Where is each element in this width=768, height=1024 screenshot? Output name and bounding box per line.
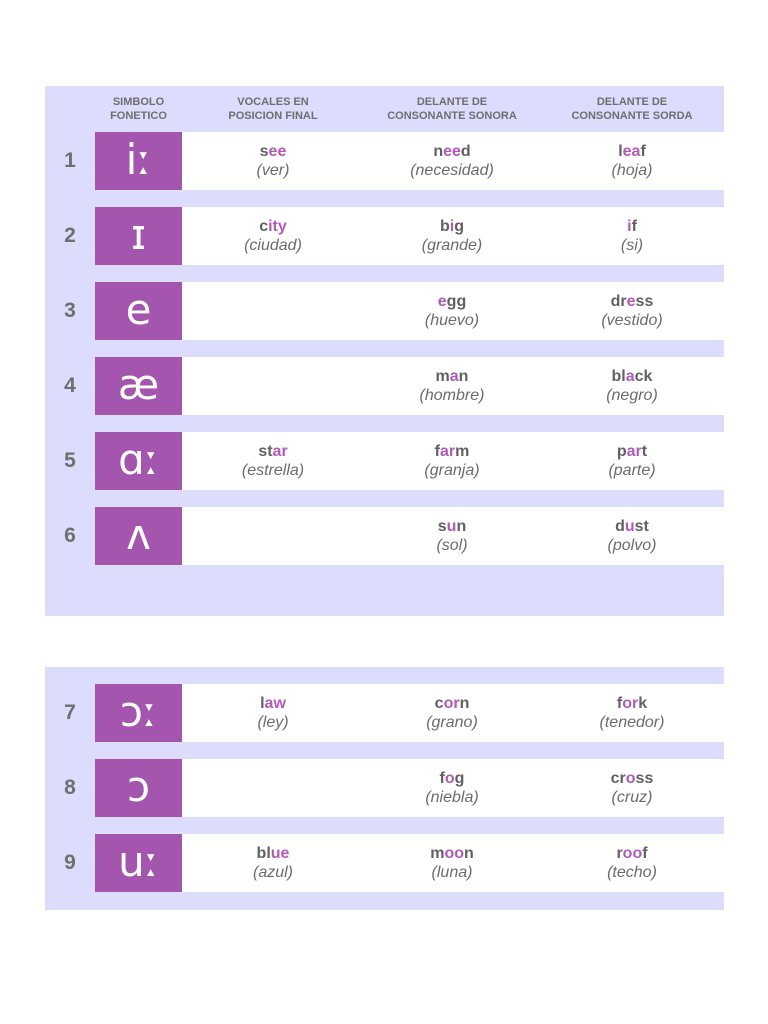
cell-voiced-consonant xyxy=(364,367,540,405)
highlighted-vowel: oo xyxy=(622,845,643,862)
cell-voiceless-consonant xyxy=(540,844,724,882)
highlighted-vowel: ee xyxy=(443,143,461,160)
translation: (niebla) xyxy=(425,789,479,806)
cell-voiceless-consonant xyxy=(540,367,724,405)
table-row xyxy=(45,132,724,190)
cell-voiceless-consonant xyxy=(540,694,724,732)
highlighted-vowel: ue xyxy=(270,845,290,862)
translation: (ver) xyxy=(256,162,290,179)
highlighted-vowel: e xyxy=(626,293,636,310)
phonetic-symbol: iː xyxy=(95,132,182,190)
table-row xyxy=(45,357,724,415)
highlighted-vowel: o xyxy=(444,770,455,787)
highlighted-vowel: a xyxy=(625,368,635,385)
highlighted-vowel: ity xyxy=(268,218,287,235)
highlighted-vowel: oo xyxy=(444,845,464,862)
cell-voiced-consonant xyxy=(364,694,540,732)
translation: (techo) xyxy=(607,864,657,881)
translation: (huevo) xyxy=(424,312,480,329)
cell-voiced-consonant xyxy=(364,844,540,882)
table-row xyxy=(45,684,724,742)
highlighted-vowel: ea xyxy=(622,143,641,160)
row-number: 4 xyxy=(64,374,76,397)
header-final-position: VOCALES EN POSICION FINAL xyxy=(228,96,318,122)
example-word: part xyxy=(616,443,648,460)
translation: (necesidad) xyxy=(410,162,494,179)
example-word: fog xyxy=(439,770,465,787)
example-word: roof xyxy=(616,845,648,862)
vowel-table-bottom xyxy=(45,667,724,910)
phonetic-symbol: ɔ xyxy=(95,759,182,817)
translation: (hombre) xyxy=(419,387,485,404)
cell-final-position xyxy=(182,442,364,480)
phonetic-symbol: ʌ xyxy=(95,507,182,565)
translation: (hoja) xyxy=(611,162,653,179)
example-word: leaf xyxy=(618,143,646,160)
cell-voiced-consonant xyxy=(364,292,540,330)
cell-voiceless-consonant xyxy=(540,142,724,180)
translation: (cruz) xyxy=(611,789,653,806)
phonetic-symbol: e xyxy=(95,282,182,340)
translation: (si) xyxy=(620,237,644,254)
row-number: 6 xyxy=(64,524,76,547)
row-number: 7 xyxy=(64,701,76,724)
phonetic-symbol: ɑː xyxy=(95,432,182,490)
translation: (granja) xyxy=(424,462,480,479)
translation: (grande) xyxy=(421,237,483,254)
translation: (estrella) xyxy=(241,462,305,479)
example-word: need xyxy=(433,143,471,160)
highlighted-vowel: ee xyxy=(268,143,287,160)
translation: (negro) xyxy=(606,387,658,404)
header-voiceless-consonant: DELANTE DE CONSONANTE SORDA xyxy=(571,96,693,122)
highlighted-vowel: ar xyxy=(272,443,288,460)
example-word: dress xyxy=(610,293,654,310)
highlighted-vowel: ar xyxy=(626,443,642,460)
cell-voiceless-consonant xyxy=(540,442,724,480)
translation: (ley) xyxy=(257,714,289,731)
table-row xyxy=(45,507,724,565)
example-word: cross xyxy=(610,770,654,787)
cell-final-position xyxy=(182,844,364,882)
translation: (polvo) xyxy=(607,537,657,554)
highlighted-vowel: ar xyxy=(439,443,456,460)
row-number: 2 xyxy=(64,224,76,247)
translation: (vestido) xyxy=(601,312,663,329)
cell-voiced-consonant xyxy=(364,217,540,255)
highlighted-vowel: e xyxy=(437,293,447,310)
example-word: big xyxy=(439,218,464,235)
example-word: star xyxy=(258,443,288,460)
translation: (parte) xyxy=(608,462,656,479)
table-row xyxy=(45,207,724,265)
phonetic-symbol: ɔː xyxy=(95,684,182,742)
highlighted-vowel: i xyxy=(449,218,455,235)
translation: (grano) xyxy=(426,714,478,731)
cell-final-position xyxy=(182,694,364,732)
header-symbol: SIMBOLO FONETICO xyxy=(110,96,167,122)
cell-final-position xyxy=(182,217,364,255)
translation: (sol) xyxy=(436,537,468,554)
example-word: city xyxy=(259,218,287,235)
cell-final-position xyxy=(182,142,364,180)
example-word: if xyxy=(627,218,637,235)
highlighted-vowel: a xyxy=(449,368,459,385)
translation: (tenedor) xyxy=(599,714,665,731)
translation: (azul) xyxy=(252,864,293,881)
translation: (luna) xyxy=(431,864,473,881)
example-word: blue xyxy=(256,845,290,862)
example-word: dust xyxy=(615,518,649,535)
table-row xyxy=(45,432,724,490)
phonetic-symbol: ɪ xyxy=(95,207,182,265)
table-header xyxy=(45,86,724,132)
phonetic-symbol: æ xyxy=(95,357,182,415)
cell-voiceless-consonant xyxy=(540,769,724,807)
highlighted-vowel: o xyxy=(625,770,636,787)
example-word: egg xyxy=(437,293,467,310)
example-word: moon xyxy=(430,845,474,862)
example-word: farm xyxy=(434,443,470,460)
table-row xyxy=(45,834,724,892)
row-number: 1 xyxy=(64,149,76,172)
cell-voiced-consonant xyxy=(364,517,540,555)
example-word: see xyxy=(259,143,287,160)
header-voiced-consonant: DELANTE DE CONSONANTE SONORA xyxy=(387,96,517,122)
highlighted-vowel: aw xyxy=(264,695,286,712)
phonetic-symbol: uː xyxy=(95,834,182,892)
example-word: law xyxy=(260,695,286,712)
highlighted-vowel: u xyxy=(446,518,457,535)
cell-voiceless-consonant xyxy=(540,517,724,555)
cell-voiceless-consonant xyxy=(540,217,724,255)
row-number: 5 xyxy=(64,449,76,472)
cell-voiced-consonant xyxy=(364,142,540,180)
example-word: man xyxy=(435,368,469,385)
highlighted-vowel: or xyxy=(622,695,639,712)
row-number: 9 xyxy=(64,851,76,874)
translation: (ciudad) xyxy=(244,237,302,254)
row-number: 8 xyxy=(64,776,76,799)
example-word: black xyxy=(611,368,653,385)
example-word: sun xyxy=(437,518,467,535)
vowel-table-top xyxy=(45,86,724,616)
cell-voiceless-consonant xyxy=(540,292,724,330)
table-row xyxy=(45,282,724,340)
highlighted-vowel: u xyxy=(624,518,635,535)
example-word: fork xyxy=(616,695,648,712)
row-number: 3 xyxy=(64,299,76,322)
cell-voiced-consonant xyxy=(364,442,540,480)
table-row xyxy=(45,759,724,817)
highlighted-vowel: or xyxy=(443,695,460,712)
example-word: corn xyxy=(434,695,470,712)
cell-voiced-consonant xyxy=(364,769,540,807)
highlighted-vowel: i xyxy=(627,218,632,235)
